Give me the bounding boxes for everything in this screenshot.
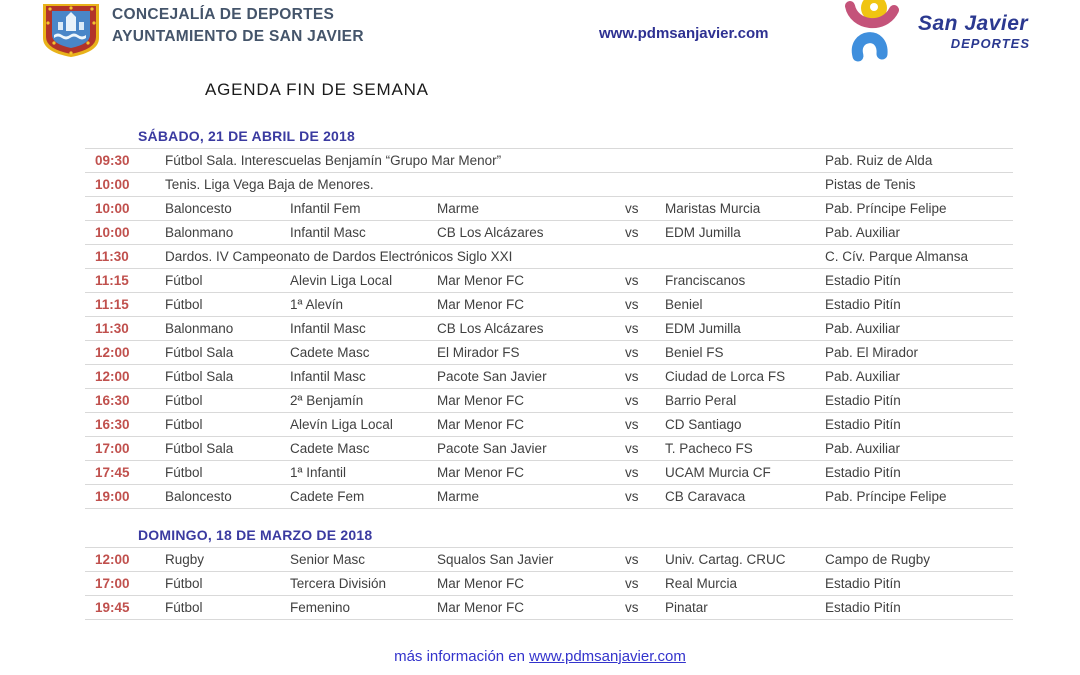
cell-home-team: Pacote San Javier [437, 441, 547, 456]
cell-venue: Estadio Pitín [825, 393, 901, 408]
table-row [85, 389, 1013, 413]
cell-away-team: CB Caravaca [665, 489, 746, 504]
cell-sport: Baloncesto [165, 489, 232, 504]
cell-category: Alevín Liga Local [290, 417, 393, 432]
cell-home-team: CB Los Alcázares [437, 225, 544, 240]
cell-event: Tenis. Liga Vega Baja de Menores. [165, 177, 374, 192]
schedule-section [85, 525, 1013, 620]
cell-home-team: Mar Menor FC [437, 273, 525, 288]
cell-venue: Pistas de Tenis [825, 177, 916, 192]
cell-venue: Pab. Auxiliar [825, 441, 901, 456]
cell-away-team: Ciudad de Lorca FS [665, 369, 786, 384]
cell-sport: Fútbol Sala [165, 369, 234, 384]
cell-venue: Pab. Príncipe Felipe [825, 201, 947, 216]
san-javier-deportes-logo-icon [828, 0, 920, 64]
cell-venue: Pab. Príncipe Felipe [825, 489, 947, 504]
cell-vs-label: vs [625, 369, 639, 384]
schedule-section [85, 126, 1013, 509]
cell-home-team: CB Los Alcázares [437, 321, 544, 336]
org-line2: AYUNTAMIENTO DE SAN JAVIER [112, 28, 364, 45]
section-heading: DOMINGO, 18 DE MARZO DE 2018 [85, 525, 1013, 548]
cell-sport: Fútbol Sala [165, 345, 234, 360]
brand-subname: DEPORTES [950, 36, 1030, 51]
cell-category: Cadete Fem [290, 489, 365, 504]
table-row [85, 485, 1013, 509]
cell-category: Tercera División [290, 576, 387, 591]
cell-sport: Balonmano [165, 321, 234, 336]
cell-venue: Estadio Pitín [825, 576, 901, 591]
cell-home-team: Mar Menor FC [437, 417, 525, 432]
cell-time: 12:00 [95, 345, 130, 360]
cell-vs-label: vs [625, 576, 639, 591]
cell-sport: Fútbol [165, 417, 203, 432]
cell-category: 1ª Infantil [290, 465, 347, 480]
cell-vs-label: vs [625, 489, 639, 504]
cell-category: Infantil Masc [290, 321, 366, 336]
cell-category: 2ª Benjamín [290, 393, 364, 408]
cell-away-team: CD Santiago [665, 417, 742, 432]
cell-venue: Estadio Pitín [825, 417, 901, 432]
cell-vs-label: vs [625, 417, 639, 432]
cell-category: Senior Masc [290, 552, 366, 567]
table-row [85, 269, 1013, 293]
section-heading: SÁBADO, 21 DE ABRIL DE 2018 [85, 126, 1013, 149]
cell-vs-label: vs [625, 441, 639, 456]
brand-wordmark [918, 12, 1030, 51]
cell-sport: Fútbol Sala [165, 441, 234, 456]
cell-vs-label: vs [625, 345, 639, 360]
cell-away-team: Beniel FS [665, 345, 724, 360]
cell-sport: Fútbol [165, 297, 203, 312]
table-row [85, 413, 1013, 437]
cell-home-team: Marme [437, 489, 480, 504]
cell-time: 17:45 [95, 465, 130, 480]
cell-event: Fútbol Sala. Interescuelas Benjamín “Grupo Mar Menor” [165, 153, 502, 168]
footer-website-link[interactable]: www.pdmsanjavier.com [529, 648, 686, 665]
org-title [112, 4, 364, 48]
table-row [85, 572, 1013, 596]
cell-home-team: Mar Menor FC [437, 465, 525, 480]
cell-sport: Baloncesto [165, 201, 232, 216]
cell-sport: Fútbol [165, 465, 203, 480]
schedule-table [85, 126, 1013, 620]
cell-time: 09:30 [95, 153, 130, 168]
table-row [85, 221, 1013, 245]
cell-home-team: Mar Menor FC [437, 393, 525, 408]
cell-category: Infantil Masc [290, 369, 366, 384]
cell-venue: Estadio Pitín [825, 297, 901, 312]
cell-category: Cadete Masc [290, 441, 370, 456]
cell-vs-label: vs [625, 321, 639, 336]
cell-event: Dardos. IV Campeonato de Dardos Electrónicos Siglo XXI [165, 249, 513, 264]
footer-text: más información en [394, 648, 530, 665]
cell-category: Femenino [290, 600, 351, 615]
table-row [85, 245, 1013, 269]
cell-home-team: Pacote San Javier [437, 369, 547, 384]
table-row [85, 548, 1013, 572]
table-row [85, 461, 1013, 485]
cell-home-team: Mar Menor FC [437, 297, 525, 312]
cell-away-team: Pinatar [665, 600, 708, 615]
cell-away-team: T. Pacheco FS [665, 441, 753, 456]
cell-time: 12:00 [95, 552, 130, 567]
cell-away-team: EDM Jumilla [665, 321, 741, 336]
cell-time: 19:45 [95, 600, 130, 615]
table-row [85, 293, 1013, 317]
cell-away-team: Maristas Murcia [665, 201, 761, 216]
cell-vs-label: vs [625, 600, 639, 615]
table-row [85, 341, 1013, 365]
cell-category: 1ª Alevín [290, 297, 344, 312]
table-row [85, 317, 1013, 341]
cell-venue: Pab. El Mirador [825, 345, 919, 360]
cell-home-team: El Mirador FS [437, 345, 520, 360]
cell-time: 16:30 [95, 417, 130, 432]
cell-sport: Fútbol [165, 393, 203, 408]
cell-time: 12:00 [95, 369, 130, 384]
cell-venue: Campo de Rugby [825, 552, 931, 567]
cell-category: Cadete Masc [290, 345, 370, 360]
org-line1: CONCEJALÍA DE DEPORTES [112, 6, 335, 23]
cell-venue: Pab. Ruiz de Alda [825, 153, 933, 168]
cell-vs-label: vs [625, 552, 639, 567]
cell-time: 11:15 [95, 273, 129, 288]
cell-away-team: Beniel [665, 297, 703, 312]
cell-away-team: UCAM Murcia CF [665, 465, 771, 480]
footer [0, 648, 1080, 665]
cell-venue: Estadio Pitín [825, 273, 901, 288]
cell-sport: Rugby [165, 552, 205, 567]
table-row [85, 365, 1013, 389]
cell-time: 17:00 [95, 576, 130, 591]
cell-away-team: Barrio Peral [665, 393, 737, 408]
cell-venue: Pab. Auxiliar [825, 321, 901, 336]
cell-home-team: Marme [437, 201, 480, 216]
cell-home-team: Squalos San Javier [437, 552, 554, 567]
cell-away-team: Franciscanos [665, 273, 746, 288]
cell-vs-label: vs [625, 225, 639, 240]
table-row [85, 173, 1013, 197]
cell-vs-label: vs [625, 201, 639, 216]
table-row [85, 197, 1013, 221]
cell-vs-label: vs [625, 393, 639, 408]
cell-venue: Pab. Auxiliar [825, 369, 901, 384]
cell-vs-label: vs [625, 465, 639, 480]
cell-time: 10:00 [95, 177, 130, 192]
cell-time: 11:15 [95, 297, 129, 312]
cell-category: Infantil Masc [290, 225, 366, 240]
cell-sport: Fútbol [165, 273, 203, 288]
cell-away-team: Univ. Cartag. CRUC [665, 552, 786, 567]
cell-venue: Pab. Auxiliar [825, 225, 901, 240]
cell-vs-label: vs [625, 273, 639, 288]
cell-time: 10:00 [95, 225, 130, 240]
cell-time: 16:30 [95, 393, 130, 408]
brand-name: San Javier [918, 12, 1029, 35]
header-website-link[interactable]: www.pdmsanjavier.com [599, 25, 769, 42]
table-row [85, 149, 1013, 173]
cell-sport: Fútbol [165, 576, 203, 591]
cell-time: 17:00 [95, 441, 130, 456]
cell-away-team: EDM Jumilla [665, 225, 741, 240]
cell-venue: Estadio Pitín [825, 600, 901, 615]
table-row [85, 596, 1013, 620]
cell-away-team: Real Murcia [665, 576, 738, 591]
cell-time: 10:00 [95, 201, 130, 216]
cell-time: 11:30 [95, 321, 129, 336]
page-title: AGENDA FIN DE SEMANA [205, 80, 429, 99]
san-javier-crest-icon [40, 3, 102, 59]
cell-category: Infantil Fem [290, 201, 361, 216]
cell-time: 11:30 [95, 249, 129, 264]
cell-sport: Balonmano [165, 225, 234, 240]
cell-venue: Estadio Pitín [825, 465, 901, 480]
cell-vs-label: vs [625, 297, 639, 312]
cell-sport: Fútbol [165, 600, 203, 615]
cell-time: 19:00 [95, 489, 130, 504]
cell-home-team: Mar Menor FC [437, 600, 525, 615]
cell-home-team: Mar Menor FC [437, 576, 525, 591]
cell-venue: C. Cív. Parque Almansa [825, 249, 969, 264]
table-row [85, 437, 1013, 461]
cell-category: Alevin Liga Local [290, 273, 393, 288]
